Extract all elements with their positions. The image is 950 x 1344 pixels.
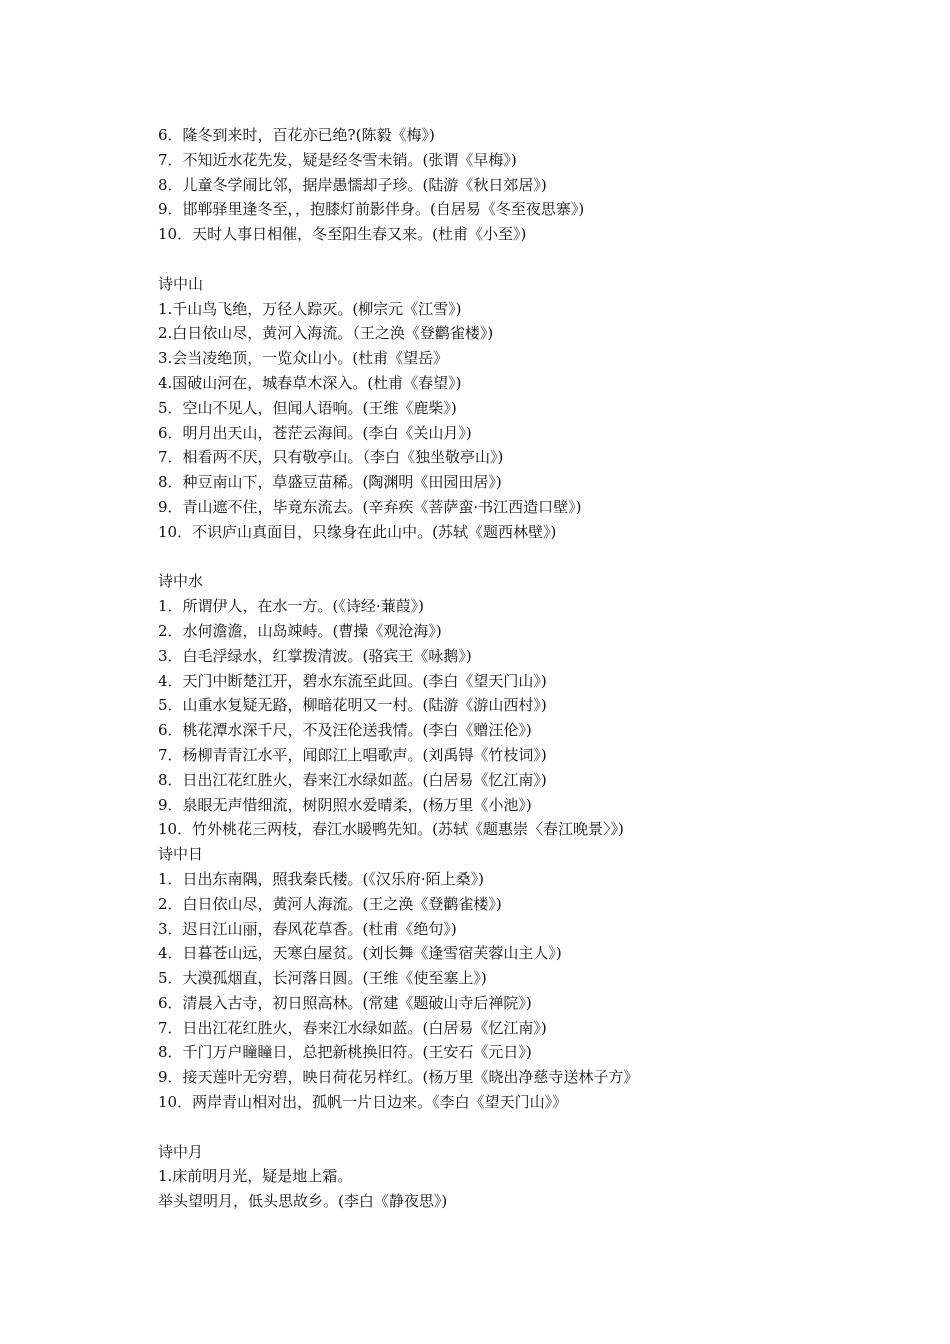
section-heading: 诗中月 [158,1142,204,1161]
poem-line: 5．大漠孤烟直，长河落日圆。(王维《使至塞上》) [158,969,487,988]
poem-line: 7．日出江花红胜火，春来江水绿如蓝。(白居易《忆江南》) [158,1018,547,1037]
poem-line: 3．白毛浮绿水，红掌拨清波。(骆宾王《咏鹅》) [158,646,472,665]
poem-line: 1.床前明月光，疑是地上霜。 [158,1167,353,1186]
poem-line: 4．日暮苍山远，天寒白屋贫。(刘长舞《逢雪宿芙蓉山主人》) [158,944,562,963]
document-page [158,123,878,1214]
poem-line: 8．千门万户瞳瞳日，总把新桃换旧符。(王安石《元日》) [158,1043,532,1062]
poem-line: 10．两岸青山相对出，孤帆一片日边来。《李白《望天门山》》 [158,1093,568,1112]
poem-line: 8．日出江花红胜火，春来江水绿如蓝。(白居易《忆江南》) [158,770,547,789]
poem-line: 1．所谓伊人，在水一方。(《诗经·蒹葭》) [158,597,425,616]
poem-line: 6．明月出天山，苍茫云海间。(李白《关山月》) [158,423,472,442]
poem-line: 2．白日依山尽，黄河人海流。(王之涣《登鹳雀楼》) [158,894,502,913]
poem-line: 9．泉眼无声惜细流，树阴照水爱晴柔，(杨万里《小池》) [158,795,532,814]
blank-line [158,1115,878,1140]
poem-line: 举头望明月，低头思故乡。(李白《静夜思》) [158,1192,448,1211]
poem-line: 10．天时人事日相催，冬至阳生春又来。(杜甫《小至》) [158,225,527,244]
poem-line: 6．桃花潭水深千尺，不及汪伦送我情。(李白《赠汪伦》) [158,721,532,740]
poem-line: 9．接天莲叶无穷碧，映日荷花另样红。(杨万里《晓出净慈寺送林子方》 [158,1068,639,1087]
poem-line: 4．天门中断楚江开，碧水东流至此回。(李白《望天门山》) [158,671,547,690]
poem-line: 3．迟日江山丽，春风花草香。(杜甫《绝句》) [158,919,457,938]
poem-line: 10．竹外桃花三两枝，春江水暖鸭先知。(苏轼《题惠崇〈春江晚景〉》) [158,820,624,839]
poem-line: 1．日出东南隅，照我秦氏楼。(《汉乐府·陌上桑》) [158,869,485,888]
poem-line: 8．儿童冬学闹比邻，据岸愚懦却子珍。(陆游《秋日郊居》) [158,175,547,194]
section-mountain [158,272,878,545]
section-sun [158,842,878,1115]
poem-line: 1.千山鸟飞绝，万径人踪灭。(柳宗元《江雪》) [158,299,462,318]
blank-line [158,247,878,272]
section-heading: 诗中日 [158,845,204,864]
section-heading: 诗中山 [158,274,204,293]
blank-line [158,545,878,570]
poem-line: 5．山重水复疑无路，柳暗花明又一村。(陆游《游山西村》) [158,696,547,715]
poem-line: 2.白日依山尽，黄河入海流。（王之涣《登鹳雀楼》) [158,324,494,343]
poem-line: 9．邯郸驿里逢冬至，，抱膝灯前影伴身。(自居易《冬至夜思寨》) [158,200,585,219]
poem-line: 3.会当凌绝顶，一览众山小。(杜甫《望岳》 [158,349,449,368]
poem-line: 7．相看两不厌，只有敬亭山。（李白《独坐敬亭山》) [158,448,504,467]
poem-line: 2．水何澹澹，山岛竦峙。(曹操《观沧海》) [158,621,442,640]
poem-line: 4.国破山河在，城春草木深入。(杜甫《春望》) [158,373,462,392]
poem-line: 6．隆冬到来时，百花亦已绝?(陈毅《梅》) [158,126,435,144]
poem-line: 10．不识庐山真面目，只缘身在此山中。(苏轼《题西林壁》) [158,522,557,541]
poem-line: 5．空山不见人，但闻人语响。(王维《鹿柴》) [158,398,457,417]
section-winter [158,123,878,247]
poem-line: 8．种豆南山下，草盛豆苗稀。(陶渊明《田园田居》) [158,473,502,492]
section-heading: 诗中水 [158,572,204,591]
poem-line: 9．青山遮不住，毕竟东流去。(辛弃疾《菩萨蛮·书江西造口壁》) [158,497,582,516]
poem-line: 7．杨柳青青江水平，闻郎江上唱歌声。(刘禹锝《竹枝词》) [158,745,547,764]
section-water [158,569,878,842]
poem-line: 6．清晨入古寺，初日照高林。(常建《题破山寺后禅院》) [158,993,532,1012]
section-moon [158,1140,878,1214]
poem-line: 7．不知近水花先发，疑是经冬雪未销。(张谓《早梅》) [158,150,517,169]
